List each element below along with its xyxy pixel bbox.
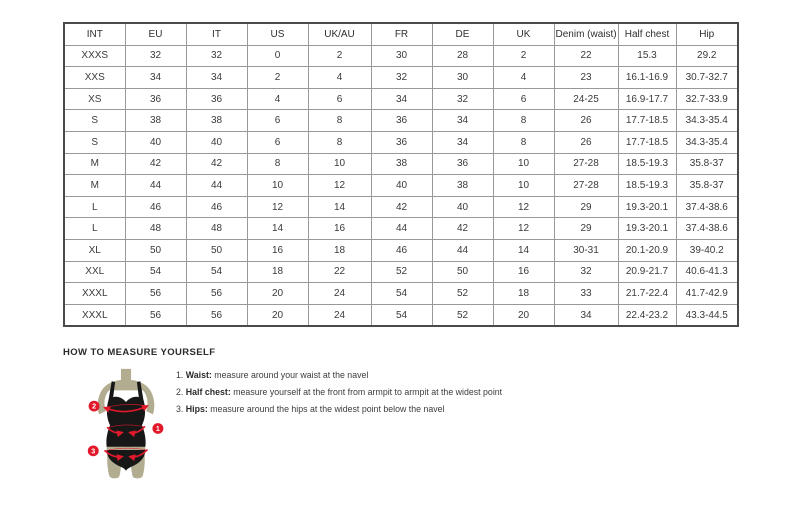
size-cell: 56	[125, 304, 186, 326]
size-cell: 20.9-21.7	[618, 261, 676, 283]
size-cell: 48	[125, 218, 186, 240]
size-cell: 54	[125, 261, 186, 283]
size-cell: 36	[371, 110, 432, 132]
size-cell: XXXL	[64, 283, 125, 305]
size-cell: 10	[493, 175, 554, 197]
size-cell: 2	[308, 45, 371, 67]
size-cell: 2	[247, 67, 308, 89]
svg-text:2: 2	[92, 402, 97, 411]
size-cell: XXXS	[64, 45, 125, 67]
size-chart-body	[64, 45, 738, 326]
size-cell: 22.4-23.2	[618, 304, 676, 326]
size-cell: 37.4-38.6	[676, 196, 738, 218]
table-row	[64, 175, 738, 197]
size-cell: 36	[125, 88, 186, 110]
size-cell: 40.6-41.3	[676, 261, 738, 283]
step-term: Half chest:	[185, 387, 231, 397]
size-cell: 23	[554, 67, 618, 89]
size-cell: 16.1-16.9	[618, 67, 676, 89]
size-cell: 44	[432, 239, 493, 261]
size-cell: 32	[554, 261, 618, 283]
size-cell: 40	[186, 131, 247, 153]
table-row	[64, 304, 738, 326]
size-cell: L	[64, 218, 125, 240]
size-cell: 50	[125, 239, 186, 261]
header-row	[64, 23, 738, 45]
size-cell: 30.7-32.7	[676, 67, 738, 89]
header-cell: EU	[125, 23, 186, 45]
size-cell: 20	[247, 283, 308, 305]
size-cell: 54	[186, 261, 247, 283]
size-cell: 20	[247, 304, 308, 326]
size-cell: 14	[493, 239, 554, 261]
table-row	[64, 153, 738, 175]
size-cell: XXL	[64, 261, 125, 283]
size-cell: 6	[247, 110, 308, 132]
size-cell: 19.3-20.1	[618, 196, 676, 218]
size-cell: 40	[432, 196, 493, 218]
size-cell: 32	[186, 45, 247, 67]
size-cell: 4	[247, 88, 308, 110]
size-cell: 30	[432, 67, 493, 89]
size-cell: 29.2	[676, 45, 738, 67]
size-cell: 20	[493, 304, 554, 326]
size-cell: XS	[64, 88, 125, 110]
size-cell: 10	[308, 153, 371, 175]
header-cell: US	[247, 23, 308, 45]
size-cell: 42	[432, 218, 493, 240]
size-cell: 46	[186, 196, 247, 218]
size-cell: 52	[432, 304, 493, 326]
svg-text:3: 3	[91, 447, 96, 456]
size-cell: 18	[493, 283, 554, 305]
step-text: measure yourself at the front from armpit to armpit at the widest point	[230, 387, 503, 397]
table-row	[64, 88, 738, 110]
size-cell: 19.3-20.1	[618, 218, 676, 240]
size-cell: 32	[371, 67, 432, 89]
measure-step	[176, 405, 502, 415]
size-cell: 4	[493, 67, 554, 89]
size-cell: 8	[308, 131, 371, 153]
size-cell: 32	[432, 88, 493, 110]
step-term: Waist:	[185, 370, 212, 380]
size-cell: 18	[247, 261, 308, 283]
size-cell: 54	[371, 283, 432, 305]
size-cell: 8	[308, 110, 371, 132]
size-cell: 6	[247, 131, 308, 153]
size-cell: 29	[554, 196, 618, 218]
size-cell: 36	[432, 153, 493, 175]
size-cell: 44	[371, 218, 432, 240]
size-cell: S	[64, 131, 125, 153]
size-cell: 16.9-17.7	[618, 88, 676, 110]
size-cell: M	[64, 175, 125, 197]
size-cell: 21.7-22.4	[618, 283, 676, 305]
size-cell: 40	[371, 175, 432, 197]
size-cell: 50	[186, 239, 247, 261]
size-cell: 12	[493, 218, 554, 240]
table-row	[64, 131, 738, 153]
size-cell: 28	[432, 45, 493, 67]
size-cell: 34	[371, 88, 432, 110]
size-cell: 43.3-44.5	[676, 304, 738, 326]
size-cell: 27-28	[554, 153, 618, 175]
header-cell: IT	[186, 23, 247, 45]
size-cell: 12	[308, 175, 371, 197]
size-cell: 44	[125, 175, 186, 197]
size-cell: 26	[554, 131, 618, 153]
size-cell: 56	[125, 283, 186, 305]
size-cell: 0	[247, 45, 308, 67]
step-text: measure around your waist at the navel	[211, 370, 369, 380]
size-cell: 36	[371, 131, 432, 153]
measurement-figure	[84, 368, 168, 484]
size-cell: 17.7-18.5	[618, 131, 676, 153]
size-cell: 42	[371, 196, 432, 218]
size-cell: 34.3-35.4	[676, 110, 738, 132]
size-chart-section	[63, 22, 737, 327]
size-cell: 17.7-18.5	[618, 110, 676, 132]
size-cell: 41.7-42.9	[676, 283, 738, 305]
size-cell: XXS	[64, 67, 125, 89]
size-cell: 37.4-38.6	[676, 218, 738, 240]
size-cell: 34	[186, 67, 247, 89]
header-cell: UK	[493, 23, 554, 45]
size-cell: 35.8-37	[676, 153, 738, 175]
table-row	[64, 196, 738, 218]
header-cell: INT	[64, 23, 125, 45]
header-cell: Half chest	[618, 23, 676, 45]
size-cell: 48	[186, 218, 247, 240]
size-cell: 35.8-37	[676, 175, 738, 197]
size-cell: 40	[125, 131, 186, 153]
size-cell: 42	[186, 153, 247, 175]
chest-badge	[89, 401, 100, 412]
size-cell: 14	[247, 218, 308, 240]
size-chart-table	[63, 22, 739, 327]
size-cell: 2	[493, 45, 554, 67]
size-cell: 36	[186, 88, 247, 110]
size-cell: 18	[308, 239, 371, 261]
header-cell: UK/AU	[308, 23, 371, 45]
table-row	[64, 110, 738, 132]
size-cell: 16	[247, 239, 308, 261]
size-cell: 14	[308, 196, 371, 218]
size-cell: 54	[371, 304, 432, 326]
size-cell: 22	[554, 45, 618, 67]
table-row	[64, 218, 738, 240]
size-cell: 32.7-33.9	[676, 88, 738, 110]
table-row	[64, 261, 738, 283]
size-cell: 34	[125, 67, 186, 89]
size-cell: 56	[186, 304, 247, 326]
size-cell: 52	[432, 283, 493, 305]
size-cell: 22	[308, 261, 371, 283]
size-cell: 8	[247, 153, 308, 175]
measure-step	[176, 371, 502, 381]
size-cell: 34.3-35.4	[676, 131, 738, 153]
size-cell: 10	[493, 153, 554, 175]
size-cell: 24	[308, 283, 371, 305]
size-cell: 50	[432, 261, 493, 283]
size-cell: 6	[308, 88, 371, 110]
size-cell: 33	[554, 283, 618, 305]
size-cell: 38	[432, 175, 493, 197]
measure-step	[176, 388, 502, 398]
size-cell: L	[64, 196, 125, 218]
size-cell: 16	[308, 218, 371, 240]
size-cell: 18.5-19.3	[618, 175, 676, 197]
size-cell: 15.3	[618, 45, 676, 67]
header-cell: Hip	[676, 23, 738, 45]
table-row	[64, 283, 738, 305]
size-cell: M	[64, 153, 125, 175]
size-cell: 10	[247, 175, 308, 197]
size-cell: 34	[554, 304, 618, 326]
size-cell: 8	[493, 110, 554, 132]
size-cell: 20.1-20.9	[618, 239, 676, 261]
size-cell: S	[64, 110, 125, 132]
table-row	[64, 67, 738, 89]
size-cell: 4	[308, 67, 371, 89]
size-cell: XXXL	[64, 304, 125, 326]
size-cell: 24	[308, 304, 371, 326]
size-cell: 38	[371, 153, 432, 175]
size-cell: 52	[371, 261, 432, 283]
size-cell: 46	[371, 239, 432, 261]
measure-heading: HOW TO MEASURE YOURSELF	[63, 347, 216, 358]
size-cell: XL	[64, 239, 125, 261]
size-cell: 38	[125, 110, 186, 132]
step-number: 1.	[176, 370, 186, 380]
size-cell: 46	[125, 196, 186, 218]
size-cell: 8	[493, 131, 554, 153]
size-cell: 6	[493, 88, 554, 110]
step-text: measure around the hips at the widest point below the navel	[207, 404, 445, 414]
size-cell: 12	[247, 196, 308, 218]
size-cell: 39-40.2	[676, 239, 738, 261]
size-cell: 27-28	[554, 175, 618, 197]
size-cell: 34	[432, 110, 493, 132]
size-cell: 30-31	[554, 239, 618, 261]
size-cell: 12	[493, 196, 554, 218]
size-cell: 30	[371, 45, 432, 67]
size-cell: 42	[125, 153, 186, 175]
table-row	[64, 45, 738, 67]
svg-text:1: 1	[155, 425, 160, 433]
waist-badge	[152, 423, 163, 434]
mannequin-illustration	[84, 368, 168, 484]
size-cell: 44	[186, 175, 247, 197]
step-number: 2.	[176, 387, 186, 397]
size-cell: 32	[125, 45, 186, 67]
size-cell: 18.5-19.3	[618, 153, 676, 175]
size-cell: 24-25	[554, 88, 618, 110]
step-number: 3.	[176, 404, 186, 414]
size-cell: 56	[186, 283, 247, 305]
header-cell: Denim (waist)	[554, 23, 618, 45]
header-cell: DE	[432, 23, 493, 45]
size-cell: 26	[554, 110, 618, 132]
hips-badge	[88, 445, 99, 456]
step-term: Hips:	[185, 404, 208, 414]
size-cell: 34	[432, 131, 493, 153]
header-cell: FR	[371, 23, 432, 45]
size-cell: 16	[493, 261, 554, 283]
measure-steps	[176, 371, 502, 422]
size-cell: 38	[186, 110, 247, 132]
table-row	[64, 239, 738, 261]
size-cell: 29	[554, 218, 618, 240]
